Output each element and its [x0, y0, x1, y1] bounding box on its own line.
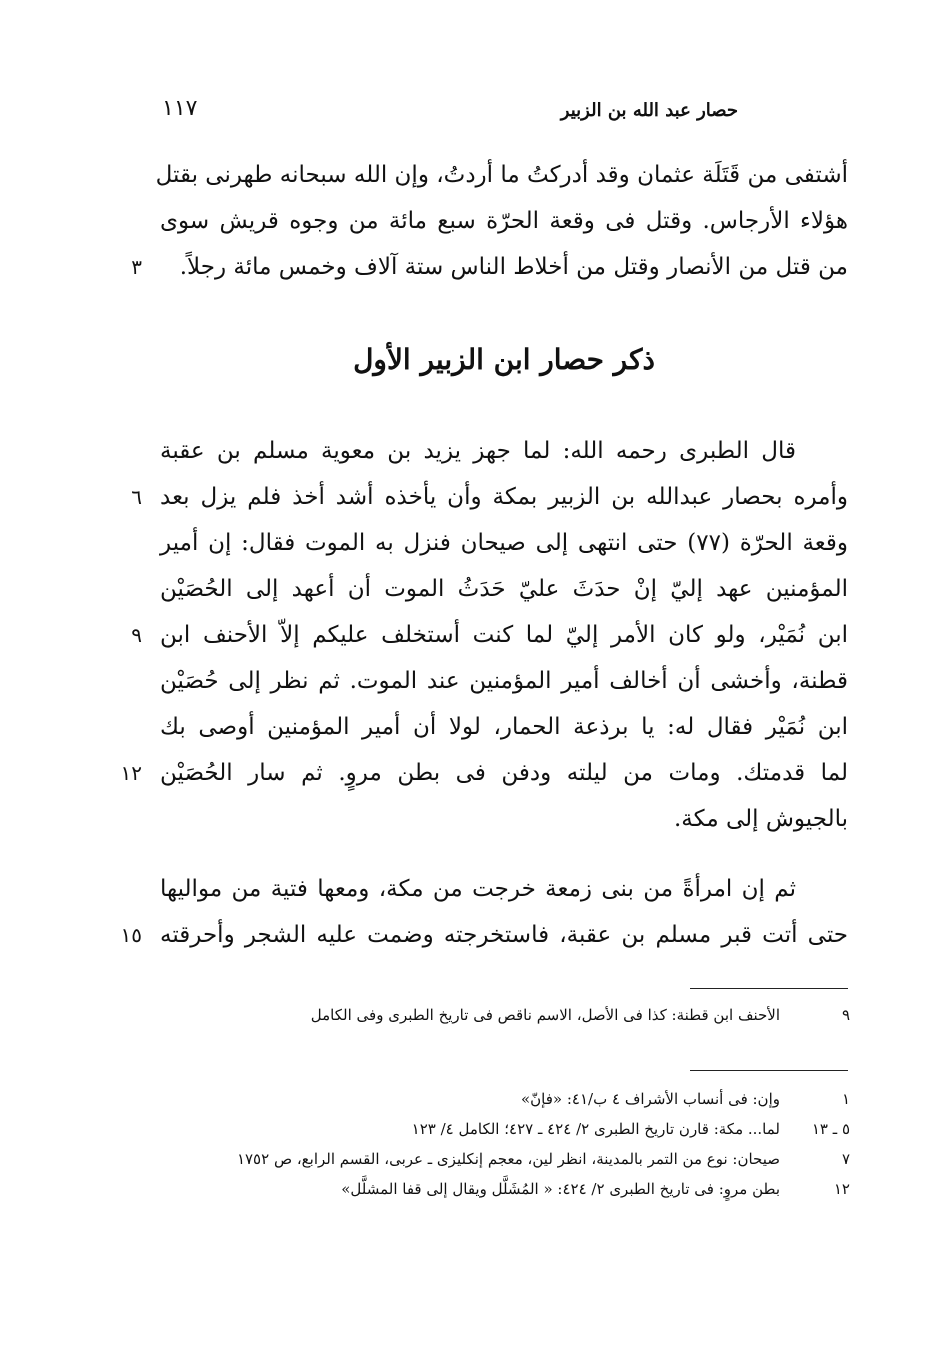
footnotes-sources	[190, 1084, 850, 1204]
main-paragraph	[120, 428, 849, 842]
text-line: وقعة الحرّة (٧٧) حتى انتهى إلى صيحان فنزل به الموت فقال: إن أمير	[160, 530, 849, 556]
running-head	[150, 96, 850, 132]
footnotes-variant	[190, 1000, 850, 1030]
footnote-number: ٧	[841, 1150, 850, 1168]
footnote-text: لما... مكة: قارن تاريخ الطبرى ٢/ ٤٢٤ ـ ٤٢٧؛ الكامل ٤/ ١٢٣	[411, 1120, 780, 1138]
text-line: قطنة، وأخشى أن أخالف أمير المؤمنين عند الموت. ثم نظر إلى حُصَيْن	[160, 668, 848, 694]
text-line: ابن نُمَيْر، ولو كان الأمر إليّ لما كنت أستخلف عليكم إلاّ الأحنف ابن ٩	[160, 612, 848, 658]
footnote	[190, 1084, 850, 1114]
line-number: ١٢	[120, 761, 142, 785]
footnote-text: بطن مروٍ: فى تاريخ الطبرى ٢/ ٤٢٤: « المُشَلَّل ويقال إلى قفا المشلَّل»	[341, 1180, 780, 1198]
closing-paragraph	[120, 866, 848, 958]
footnote	[190, 1000, 850, 1030]
text-line: المؤمنين عهد إليّ إنْ حدَثَ عليّ حَدَثُ الموت أن أعهد إلى الحُصَيْن	[160, 576, 848, 602]
footnote	[190, 1174, 850, 1204]
footnote-number: ٥ ـ ١٣	[811, 1120, 850, 1138]
line-number: ٣	[131, 255, 142, 279]
page-number: ١١٧	[162, 96, 198, 121]
footnote	[190, 1144, 850, 1174]
section-heading: ذكر حصار ابن الزبير الأول	[353, 343, 655, 376]
running-title: حصار عبد الله بن الزبير	[560, 100, 738, 121]
text-line: ثم إن امرأةً من بنى زمعة خرجت من مكة، ومعها فتية من مواليها	[160, 876, 796, 902]
text-line: هؤلاء الأرجاس. وقتل فى وقعة الحرّة سبع مائة من وجوه قريش سوى	[160, 208, 848, 234]
footnote-number: ١٢	[833, 1180, 850, 1198]
text-line: وأمره بحصار عبدالله بن الزبير بمكة وأن يأخذه أشد أخذ فلم يزل بعد ٦	[160, 474, 848, 520]
footnote	[190, 1114, 850, 1144]
line-number: ٩	[131, 623, 142, 647]
footnote-divider	[690, 988, 848, 989]
footnote-divider	[690, 1070, 848, 1071]
footnote-number: ٩	[841, 1006, 850, 1024]
text-line: أشتفى من قَتَلَة عثمان وقد أدركتُ ما أردتُ، وإن الله سبحانه طهرنى بقتل	[155, 162, 848, 188]
footnote-number: ١	[841, 1090, 850, 1108]
footnote-text: وإن: فى أنساب الأشراف ٤ ب/٤١: «فإنّ»	[520, 1090, 780, 1108]
text-line: بالجيوش إلى مكة.	[673, 806, 848, 832]
top-paragraph	[131, 152, 848, 290]
footnote-text: صيحان: نوع من التمر بالمدينة، انظر لين، معجم إنكليزى ـ عربى، القسم الرابع، ص ١٧٥٢	[236, 1150, 780, 1168]
footnote-text: الأحنف ابن قطنة: كذا فى الأصل، الاسم ناقص فى تاريخ الطبرى وفى الكامل	[310, 1006, 780, 1024]
text-line: حتى أتت قبر مسلم بن عقبة، فاستخرجته وضمت عليه الشجر وأحرقته ١٥	[160, 912, 848, 958]
text-line: من قتل من الأنصار وقتل من أخلاط الناس ستة آلاف وخمس مائة رجلاً. ٣	[160, 244, 848, 290]
text-line: قال الطبرى رحمه الله: لما جهز يزيد بن معوية مسلم بن عقبة	[160, 438, 796, 464]
line-number: ٦	[131, 485, 142, 509]
text-line: ابن نُمَيْر فقال له: يا برذعة الحمار، لولا أن أمير المؤمنين أوصى بك	[160, 714, 848, 740]
text-line: لما قدمتك. ومات من ليلته ودفن فى بطن مروٍ. ثم سار الحُصَيْن ١٢	[160, 750, 848, 796]
line-number: ١٥	[120, 923, 142, 947]
